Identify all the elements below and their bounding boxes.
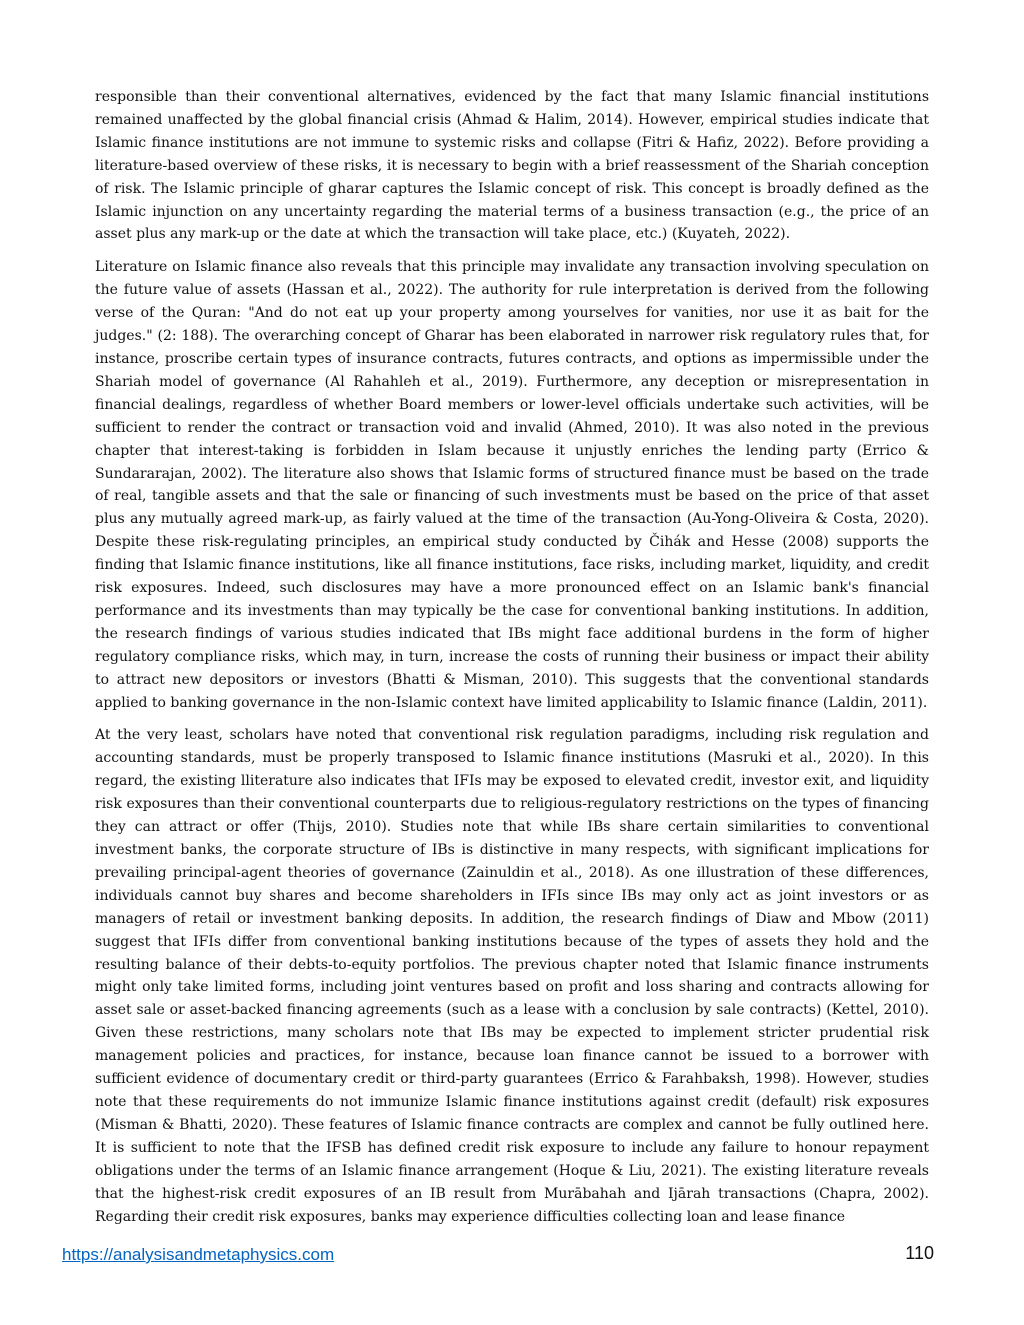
footer-url-link[interactable]: https://analysisandmetaphysics.com: [62, 1245, 335, 1264]
page-body: [95, 86, 929, 1238]
paragraph-3: At the very least, scholars have noted that conventional risk regulation paradigms, including risk regulation and accounting standards, must be properly transposed to Islamic finance institutions (Masruki et al., 2020). In this regard, the existing lliterature also indicates that IFIs may be exposed to elevated credit, investor exit, and liquidity risk exposures than their conventional counterparts due to religious-regulatory restrictions on the types of financing they can attract or offer (Thijs, 2010). Studies note that while IBs share certain similarities to conventional investment banks, the corporate structure of IBs is distinctive in many respects, with significant implications for prevailing principal-agent theories of governance (Zainuldin et al., 2018). As one illustration of these differences, individuals cannot buy shares and become shareholders in IFIs since IBs may only act as joint investors or as managers of retail or investment banking deposits. In addition, the research findings of Diaw and Mbow (2011) suggest that IFIs differ from conventional banking institutions because of the types of assets they hold and the resulting balance of their debts-to-equity portfolios. The previous chapter noted that Islamic finance instruments might only take limited forms, including joint ventures based on profit and loss sharing and contracts allowing for asset sale or asset-backed financing agreements (such as a lease with a conclusion by sale contracts) (Kettel, 2010). Given these restrictions, many scholars note that IBs may be expected to implement stricter prudential risk management policies and practices, for instance, because loan finance cannot be issued to a borrower with sufficient evidence of documentary credit or third-party guarantees (Errico & Farahbaksh, 1998). However, studies note that these requirements do not immunize Islamic finance institutions against credit (default) risk exposures (Misman & Bhatti, 2020). These features of Islamic finance contracts are complex and cannot be fully outlined here. It is sufficient to note that the IFSB has defined credit risk exposure to include any failure to honour repayment obligations under the terms of an Islamic finance arrangement (Hoque & Liu, 2021). The existing literature reveals that the highest-risk credit exposures of an IB result from Murābahah and Ijārah transactions (Chapra, 2002). Regarding their credit risk exposures, banks may experience difficulties collecting loan and lease finance: [95, 727, 929, 1225]
page-number: 110: [905, 1243, 934, 1263]
paragraph-1: responsible than their conventional alternatives, evidenced by the fact that many Islamic financial institutions remained unaffected by the global financial crisis (Ahmad & Halim, 2014). However, empirical studies indicate that Islamic finance institutions are not immune to systemic risks and collapse (Fitri & Hafiz, 2022). Before providing a literature-based overview of these risks, it is necessary to begin with a brief reassessment of the Shariah conception of risk. The Islamic principle of gharar captures the Islamic concept of risk. This concept is broadly defined as the Islamic injunction on any uncertainty regarding the material terms of a business transaction (e.g., the price of an asset plus any mark-up or the date at which the transaction will take place, etc.) (Kuyateh, 2022).: [95, 89, 929, 243]
paragraph-2: Literature on Islamic finance also reveals that this principle may invalidate any transaction involving speculation on the future value of assets (Hassan et al., 2022). The authority for rule interpretation is derived from the following verse of the Quran: "And do not eat up your property among yourselves for vanities, nor use it as bait for the judges." (2: 188). The overarching concept of Gharar has been elaborated in narrower risk regulatory rules that, for instance, proscribe certain types of insurance contracts, futures contracts, and options as impermissible under the Shariah model of governance (Al Rahahleh et al., 2019). Furthermore, any deception or misrepresentation in financial dealings, regardless of whether Board members or lower-level officials undertake such activities, will be sufficient to render the contract or transaction void and invalid (Ahmed, 2010). It was also noted in the previous chapter that interest-taking is forbidden in Islam because it unjustly enriches the lending party (Errico & Sundararajan, 2002). The literature also shows that Islamic forms of structured finance must be based on the trade of real, tangible assets and that the sale or financing of such investments must be based on the price of that asset plus any mutually agreed mark-up, as fairly valued at the time of the transaction (Au-Yong-Oliveira & Costa, 2020). Despite these risk-regulating principles, an empirical study conducted by Čihák and Hesse (2008) supports the finding that Islamic finance institutions, like all finance institutions, face risks, including market, liquidity, and credit risk exposures. Indeed, such disclosures may have a more pronounced effect on an Islamic bank's financial performance and its investments than may typically be the case for conventional banking institutions. In addition, the research findings of various studies indicated that IBs might face additional burdens in the form of higher regulatory compliance risks, which may, in turn, increase the costs of running their business or impact their ability to attract new depositors or investors (Bhatti & Misman, 2010). This suggests that the conventional standards applied to banking governance in the non-Islamic context have limited applicability to Islamic finance (Laldin, 2011).: [95, 259, 929, 711]
